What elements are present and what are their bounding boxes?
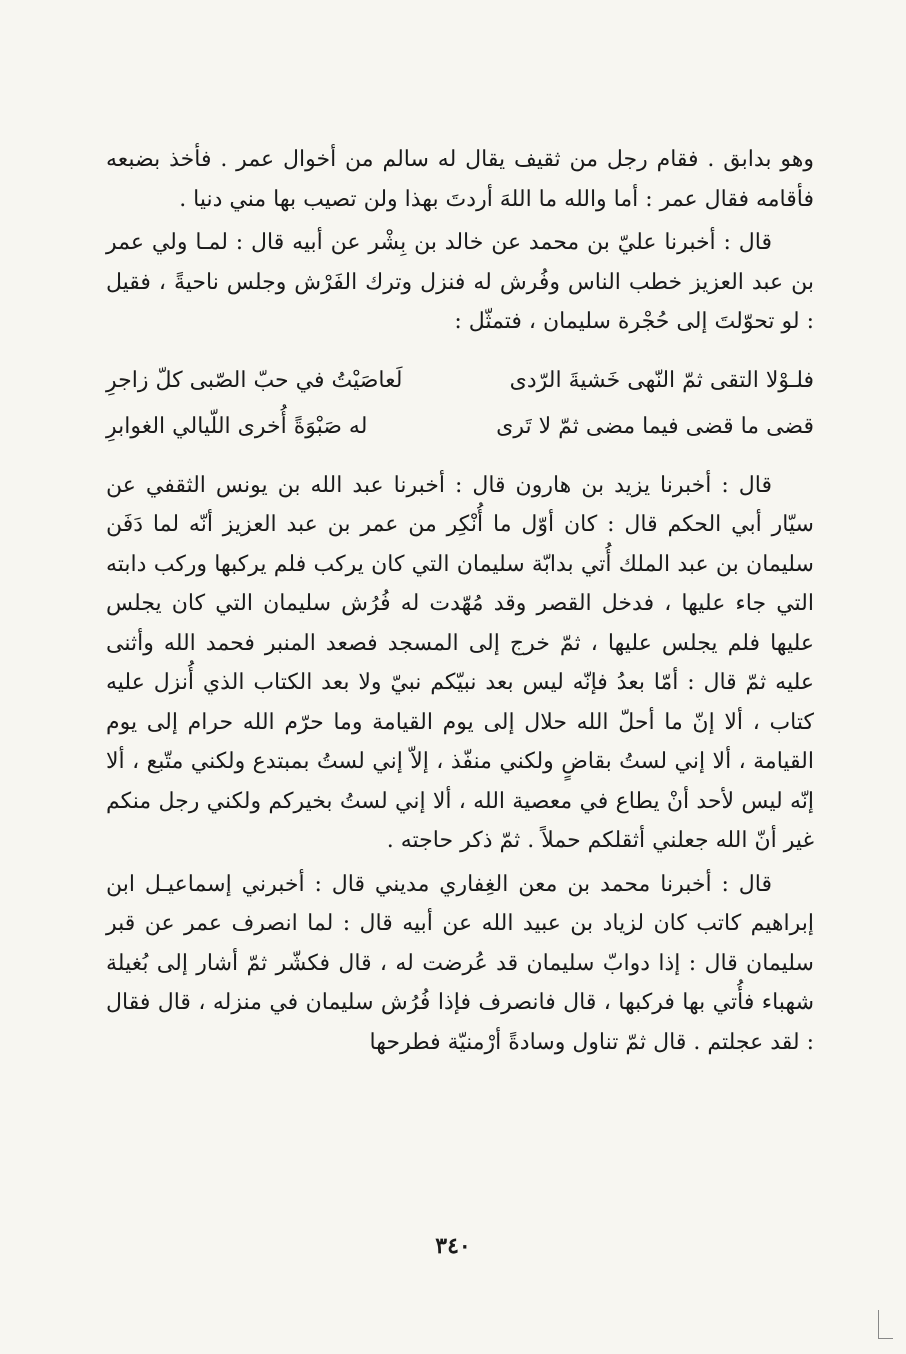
main-text (106, 140, 814, 1062)
page-number: ٣٤٠ (435, 1233, 471, 1259)
verse-1-first-hemistich: فلـوْلا التقى ثمّ النّهى خَشيةَ الرّدى (509, 367, 814, 393)
verse-2-first-hemistich: قضى ما قضى فيما مضى ثمّ لا تَرى (496, 413, 814, 439)
verse-1-second-hemistich: لَعاصَيْتُ في حبّ الصّبى كلّ زاجرِ (106, 367, 403, 393)
paragraph-4: قال : أخبرنا محمد بن معن الغِفاري مديني قال : أخبرني إسماعيـل ابن إبراهيم كاتب كان لزياد بن عبيد الله عن أبيه قال : لما انصرف عمر عن قبر سليمان قال : إذا دوابّ سليمان قد عُرضت له ، قال فكشّر ثمّ أشار إلى بُغيلة شهباء فأُتي بها فركبها ، قال فانصرف فإذا فُرُش سليمان في منزله ، قال فقال : لقد عجلتم . قال ثمّ تناول وسادةً أرْمنيّة فطرحها (106, 871, 814, 1055)
poem-verse-1 (106, 358, 814, 404)
paragraph-3: قال : أخبرنا يزيد بن هارون قال : أخبرنا عبد الله بن يونس الثقفي عن سيّار أبي الحكم قال : كان أوّل ما أُنْكِر من عمر بن عبد العزيز أنّه لما دَفَن سليمان بن عبد الملك أُتي بدابّة سليمان التي كان يركب فلم يركبها وركب دابته التي جاء عليها ، فدخل القصر وقد مُهّدت له فُرُش سليمان التي كان يجلس عليها فلم يجلس عليها ، ثمّ خرج إلى المسجد فصعد المنبر فحمد الله وأثنى عليه ثمّ قال : أمّا بعدُ فإنّه ليس بعد نبيّكم نبيّ ولا بعد الكتاب الذي أُنزل عليه كتاب ، ألا إنّ ما أحلّ الله حلال إلى يوم القيامة وما حرّم الله حرام إلى يوم القيامة ، ألا إني لستُ بقاضٍ ولكني منفّذ ، إلاّ إني لستُ بمبتدع ولكني متّبع ، ألا إنّه ليس لأحد أنْ يطاع في معصية الله ، ألا إني لستُ بخيركم ولكني رجل منكم غير أنّ الله جعلني أثقلكم حملاً . ثمّ ذكر حاجته . (106, 472, 815, 853)
paragraph-2: قال : أخبرنا عليّ بن محمد عن خالد بن بِشْر عن أبيه قال : لمـا ولي عمر بن عبد العزيز خطب الناس وفُرش له فنزل وترك الفَرْش وجلس ناحيةً ، فقيل : لو تحوّلتَ إلى حُجْرة سليمان ، فتمثّل : (106, 230, 814, 334)
poem-verse-2 (106, 404, 814, 450)
verse-2-second-hemistich: له صَبْوَةً أُخرى اللّيالي الغوابرِ (106, 413, 368, 439)
page-corner-mark (878, 1310, 893, 1339)
paragraph-1: وهو بدابق . فقام رجل من ثقيف يقال له سالم من أخوال عمر . فأخذ بضبعه فأقامه فقال عمر : أما والله ما اللهَ أردتَ بهذا ولن تصيب بها مني دنيا . (106, 147, 814, 212)
poem (106, 358, 814, 450)
